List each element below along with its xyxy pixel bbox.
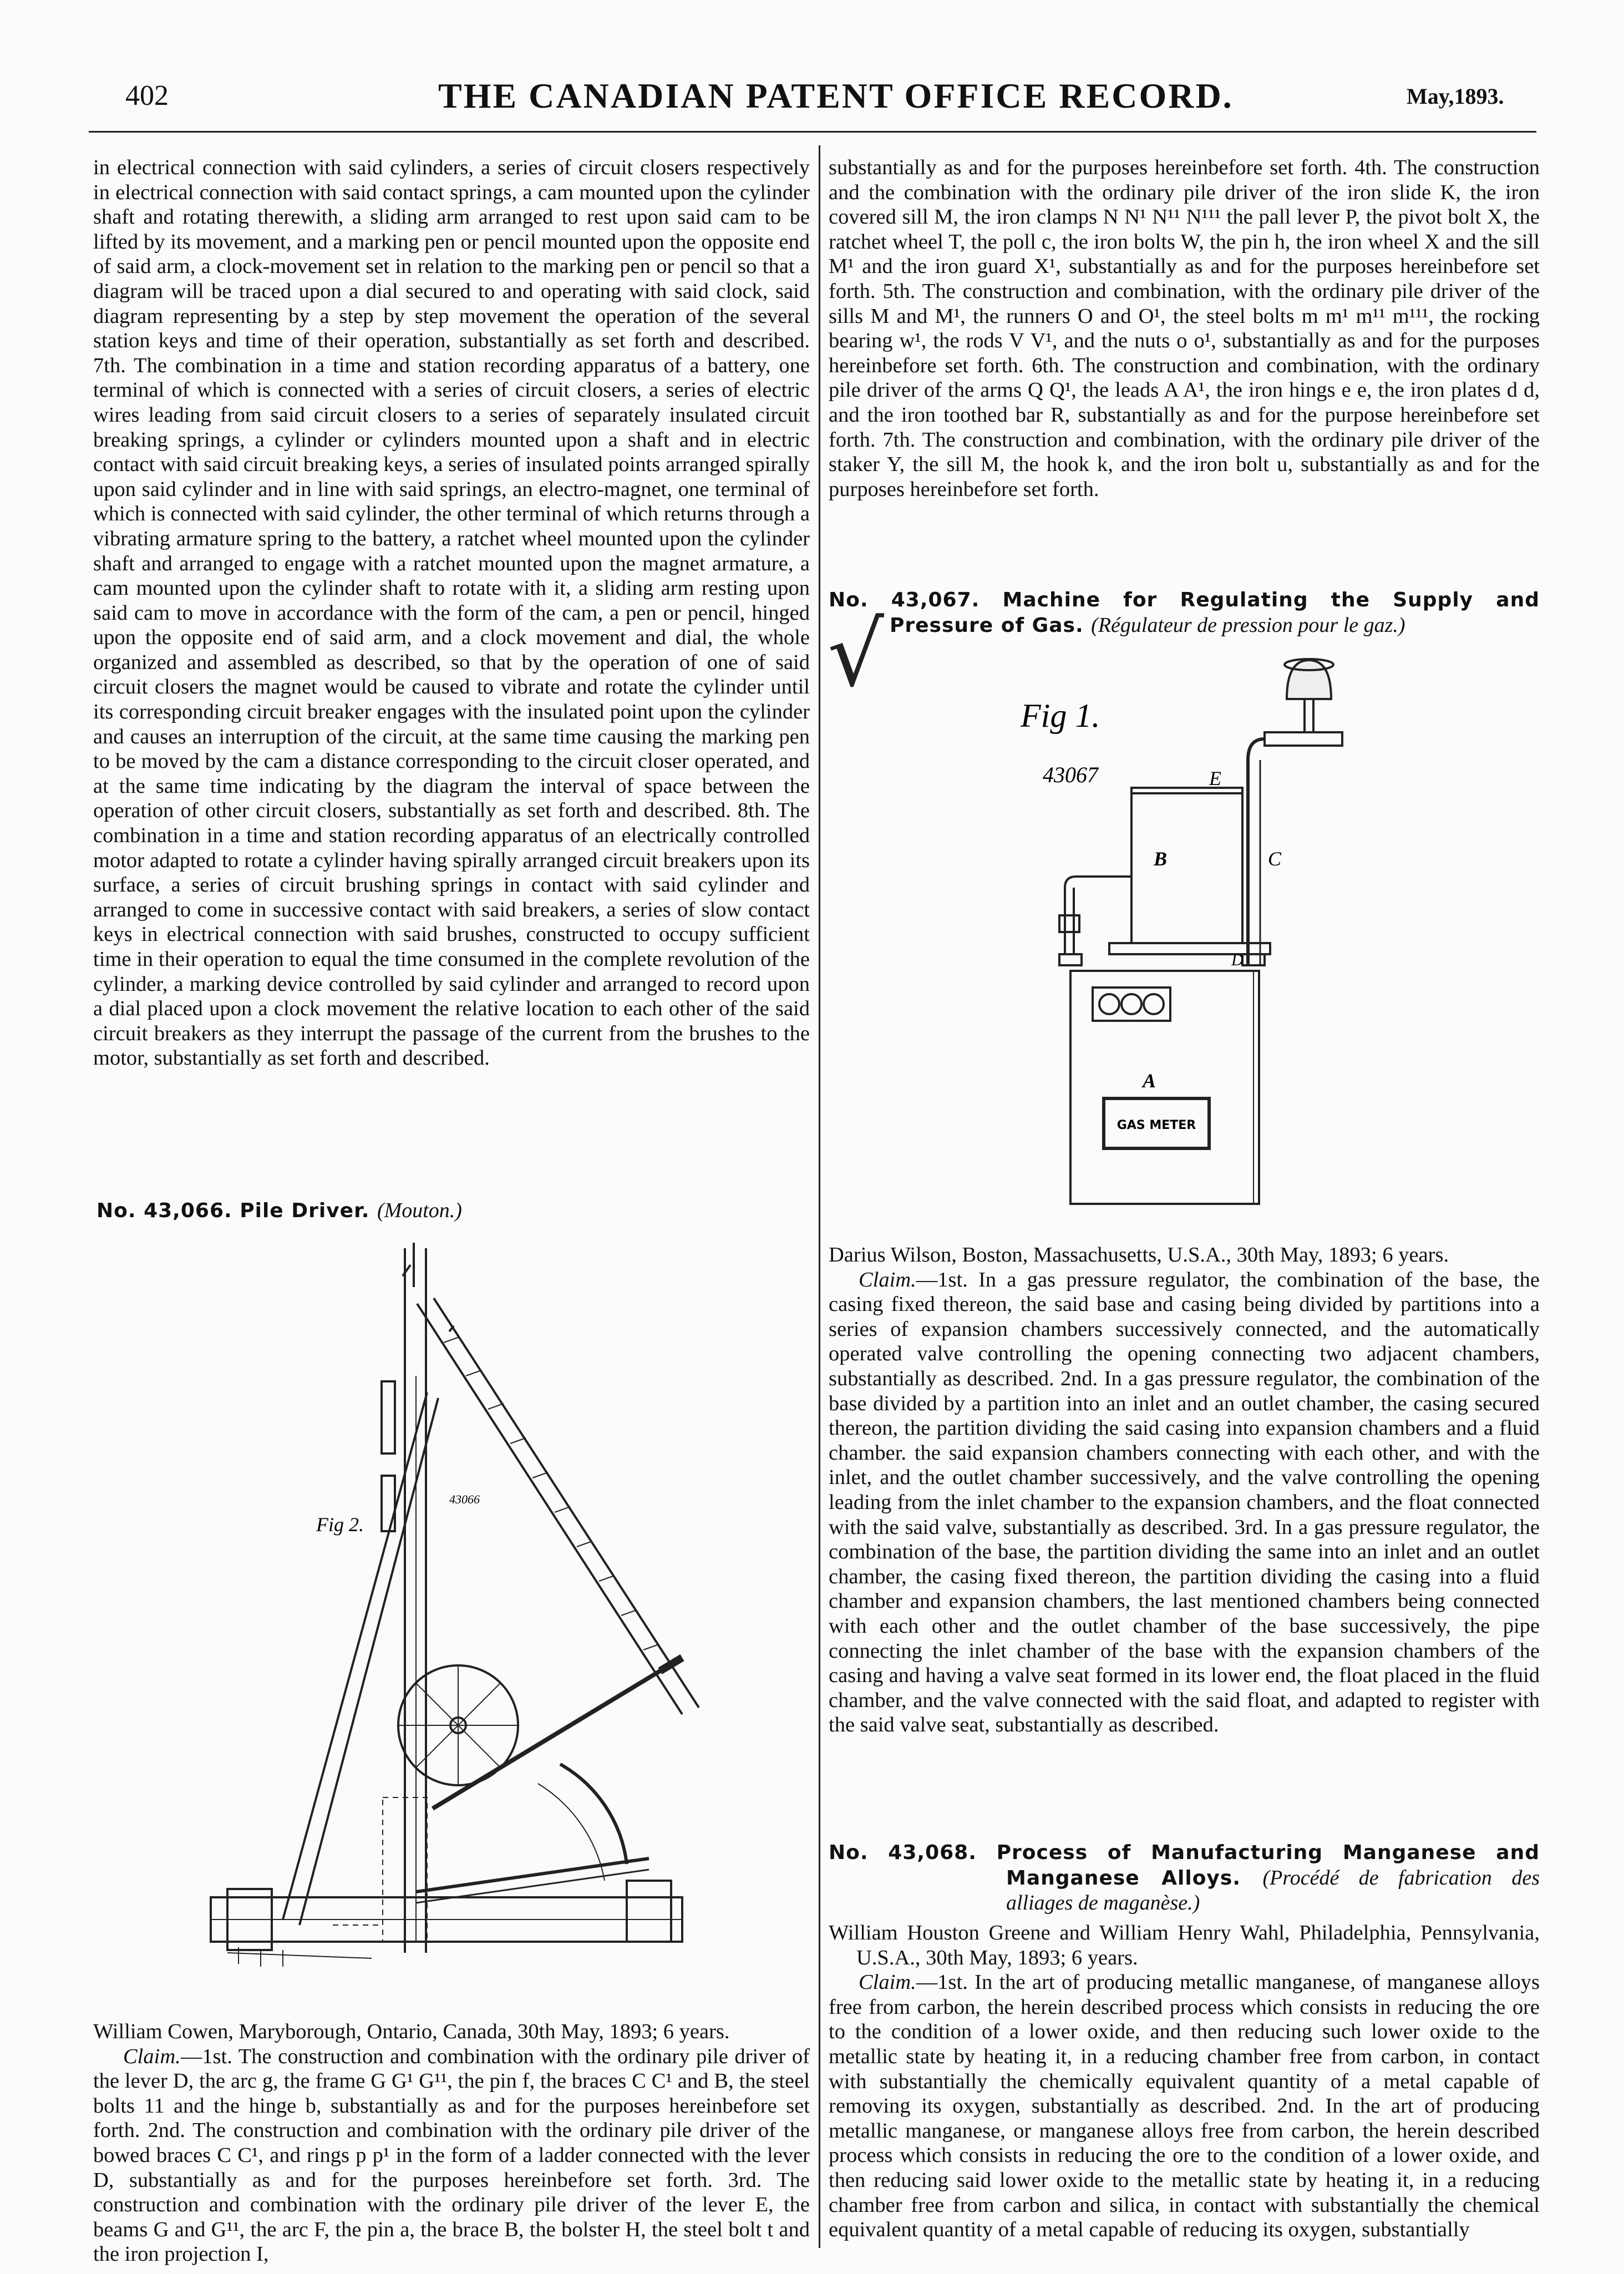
patent-title: Process of Manufacturing Manganese and Manganese Alloys. bbox=[996, 1841, 1540, 1890]
left-column-text bbox=[93, 155, 810, 1071]
patent-title: Pile Driver. bbox=[240, 1199, 370, 1222]
patent-number: No. 43,068. bbox=[829, 1841, 977, 1864]
figure-number: 43067 bbox=[1043, 762, 1098, 787]
header-rule bbox=[89, 131, 1536, 133]
patent-43068-heading bbox=[829, 1841, 1540, 1916]
claims bbox=[829, 1970, 1540, 2242]
claims bbox=[829, 1268, 1540, 1738]
column-divider bbox=[819, 145, 820, 2248]
figure-number: 43066 bbox=[449, 1492, 480, 1506]
claim-text: —1st. In the art of producing metallic manganese, of manganese alloys free from carbon, the herein described process which consists in reducing the ore to the condition of a lower oxide, and then reducing such lower oxide to the metallic state by heating it, in a reducing chamber free from carbon, in contact with substantially the chemically equivalent quantity of a metal capable of removing its oxygen, substantially as described. 2nd. In the art of producing metallic manganese, or manganese alloys free from carbon, the herein described process which consists in reducing the ore to the condition of a lower oxide, and then reducing said lower oxide to the metallic state by heating it, in a reducing chamber free from carbon and silica, in contact with substantially the chemical equivalent quantity of a metal capable of reducing its oxygen, substantially bbox=[829, 1971, 1540, 2242]
patent-43067-body bbox=[829, 1243, 1540, 1738]
figure-label: Fig 2. bbox=[316, 1513, 364, 1536]
continued-claims-text-right: substantially as and for the purposes hereinbefore set forth. 4th. The construction and the combination with the ordinary pile driver of the iron slide K, the iron covered sill M, the iron clamps N N¹ N¹¹ N¹¹¹ the pall lever P, the pivot bolt X, the ratchet wheel T, the poll c, the iron bolts W, the pin h, the iron wheel X and the sill M¹ and the iron guard X¹, substantially as and for the purposes hereinbefore set forth. 5th. The construction and combination, with the ordinary pile driver of the sills M and M¹, the runners O and O¹, the steel bolts m m¹ m¹¹ m¹¹¹, the rocking bearing w¹, the rods V V¹, and the nuts o o¹, substantially as and for the purposes hereinbefore set forth. 6th. The construction and combination, with the ordinary pile driver of the arms Q Q¹, the leads A A¹, the iron hings e e, the iron plates d d, and the iron toothed bar R, substantially as and for the purpose hereinbefore set forth. 7th. The construction and combination, with the ordinary pile driver of the staker Y, the sill M, the hook k, and the iron bolt u, substantially as and for the purposes hereinbefore set forth. bbox=[829, 156, 1540, 501]
patent-43066-heading bbox=[97, 1198, 812, 1224]
pile-driver-figure bbox=[205, 1243, 704, 2008]
claim-text: —1st. In a gas pressure regulator, the combination of the base, the casing fixed thereon, the said base and casing being divided by partitions into a series of expansion chambers successively connected, and the automatically operated valve controlling the opening connecting two adjacent chambers, substantially as described. 2nd. In a gas pressure regulator, the combination of the base divided by a partition into an inlet and an outlet chamber, the casing secured thereon, the partition dividing the said casing into expansion chambers and a fluid chamber. the said expansion chambers connecting with each other, and with the inlet, and the outlet chamber successively, and the valve controlling the opening leading from the inlet chamber to the expansion chambers, and the float connected with the said valve, substantially as described. 3rd. In a gas pressure regulator, the combination of the base, the partition dividing the same into an inlet and an outlet chamber, the casing fixed thereon, the partition dividing the casing into a fluid chamber and expansion chambers, the last mentioned chambers being connected with each other and the outlet chamber of the base successively, the pipe connecting the inlet chamber of the base with the expansion chambers of the casing and having a valve seat formed in its lower end, the float placed in the fluid chamber, and the valve connected with the said float, and adapted to register with the said valve seat, substantially as described. bbox=[829, 1268, 1540, 1737]
claim-label: Claim. bbox=[859, 1268, 916, 1292]
letter-A: A bbox=[1143, 1070, 1156, 1092]
patent-french-title: (Mouton.) bbox=[377, 1199, 462, 1222]
patent-43066-body bbox=[93, 2019, 810, 2267]
patent-french-title: (Régulateur de pression pour le gaz.) bbox=[1091, 613, 1405, 637]
claims bbox=[93, 2044, 810, 2267]
figure-label: Fig 1. bbox=[1021, 697, 1100, 734]
inventor: Darius Wilson, Boston, Massachusetts, U.S.A., 30th May, 1893; 6 years. bbox=[829, 1243, 1449, 1267]
letter-B: B bbox=[1154, 848, 1168, 870]
letter-E: E bbox=[1209, 767, 1221, 789]
page-number: 402 bbox=[125, 80, 169, 112]
patent-title: Machine for Regulating the Supply and Pressure of Gas. bbox=[890, 589, 1540, 637]
letter-C: C bbox=[1268, 848, 1282, 870]
continued-claims-text: in electrical connection with said cylinders, a series of circuit closers respectively in electrical connection with said contact springs, a cam mounted upon the cylinder shaft and rotating therewith, a sliding arm arranged to rest upon said cam to be lifted by its movement, and a marking pen or pencil mounted upon the opposite end of said arm, a clock-movement set in relation to the marking pen or pencil so that a diagram will be traced upon a dial secured to and operating with said clock, said diagram representing by a step by step movement the operation of the several station keys and time of their operation, substantially as set forth and described. 7th. The combination in a time and station recording apparatus of a battery, one terminal of which is connected with a series of circuit closers, a series of electric wires leading from said circuit closers to a series of separately insulated circuit breaking springs, a cylinder or cylinders mounted upon a shaft and in electric contact with said circuit breaking keys, a series of insulated points arranged spirally upon said cylinder and in line with said springs, an electro-magnet, one terminal of which is connected with said cylinder, the other terminal of which returns through a vibrating armature spring to the battery, a ratchet wheel mounted upon the cylinder shaft and arranged to engage with a ratchet mounted upon the magnet armature, a cam mounted upon the cylinder shaft to rotate with it, a sliding arm resting upon said cam to move in accordance with the form of the cam, a pen or pencil, hinged upon the opposite end of said arm, and a clock movement and dial, the whole organized and assembled as described, so that by the operation of one of said circuit closers the magnet would be caused to vibrate and rotate the cylinder until its corresponding circuit breaker engages with the insulated point upon the cylinder and causes an interruption of the circuit, at the same time causing the marking pen to be moved by the cam a distance corresponding to the circuit closer operated, and at the same time indicating by the diagram the interval of space between the operation of other circuit closers, substantially as set forth and described. 8th. The combination in a time and station recording apparatus of an electrically controlled motor adapted to rotate a cylinder having spirally arranged circuit breakers upon its surface, a series of circuit brushing springs in contact with said cylinder and arranged to come in successive contact with said breakers, a series of slow contact keys in electrical connection with said brushes, constructed to occupy sufficient time in their operation to equal the time consumed in the complete revolution of the cylinder, a marking device controlled by said cylinder and arranged to record upon a dial placed upon a clock movement the relative location to each other of the said circuit breakers as they interrupt the passage of the current from the brushes to the motor, substantially as set forth and described. bbox=[93, 156, 810, 1070]
issue-date: May,1893. bbox=[1407, 84, 1504, 109]
inventor: William Houston Greene and William Henry Wahl, Philadelphia, Pennsylvania, U.S.A., 30th May, 1893; 6 years. bbox=[829, 1921, 1540, 1969]
publication-title: THE CANADIAN PATENT OFFICE RECORD. bbox=[438, 76, 1234, 115]
letter-D: D bbox=[1231, 951, 1244, 969]
patent-number: No. 43,067. bbox=[829, 589, 980, 611]
page-header bbox=[0, 0, 1624, 122]
gas-regulator-figure bbox=[1021, 655, 1376, 1226]
inventor: William Cowen, Maryborough, Ontario, Canada, 30th May, 1893; 6 years. bbox=[93, 2020, 730, 2043]
patent-number: No. 43,066. bbox=[97, 1199, 232, 1222]
right-column-text bbox=[829, 155, 1540, 502]
claim-text: —1st. The construction and combination with the ordinary pile driver of the lever D, the arc g, the frame G G¹ G¹¹, the pin f, the braces C C¹ and B, the steel bolts 11 and the hinge b, substantially as and for the purposes hereinbefore set forth. 2nd. The construction and combination with the ordinary pile driver of the bowed braces C C¹, and rings p p¹ in the form of a ladder connected with the lever D, substantially as and for the purposes hereinbefore set forth. 3rd. The construction and combination with the ordinary pile driver of the lever E, the beams G and G¹¹, the arc F, the pin a, the brace B, the bolster H, the steel bolt t and the iron projection I, bbox=[93, 2044, 810, 2266]
patent-french-title: (Procédé de fabrication des alliages de maganèse.) bbox=[1006, 1866, 1540, 1915]
claim-label: Claim. bbox=[859, 1971, 916, 1994]
patent-43068-body bbox=[829, 1921, 1540, 2242]
meter-label: GAS METER bbox=[1116, 1118, 1196, 1132]
handwritten-checkmark: √ bbox=[828, 602, 884, 706]
patent-43067-heading bbox=[829, 588, 1540, 638]
claim-label: Claim. bbox=[123, 2044, 181, 2068]
